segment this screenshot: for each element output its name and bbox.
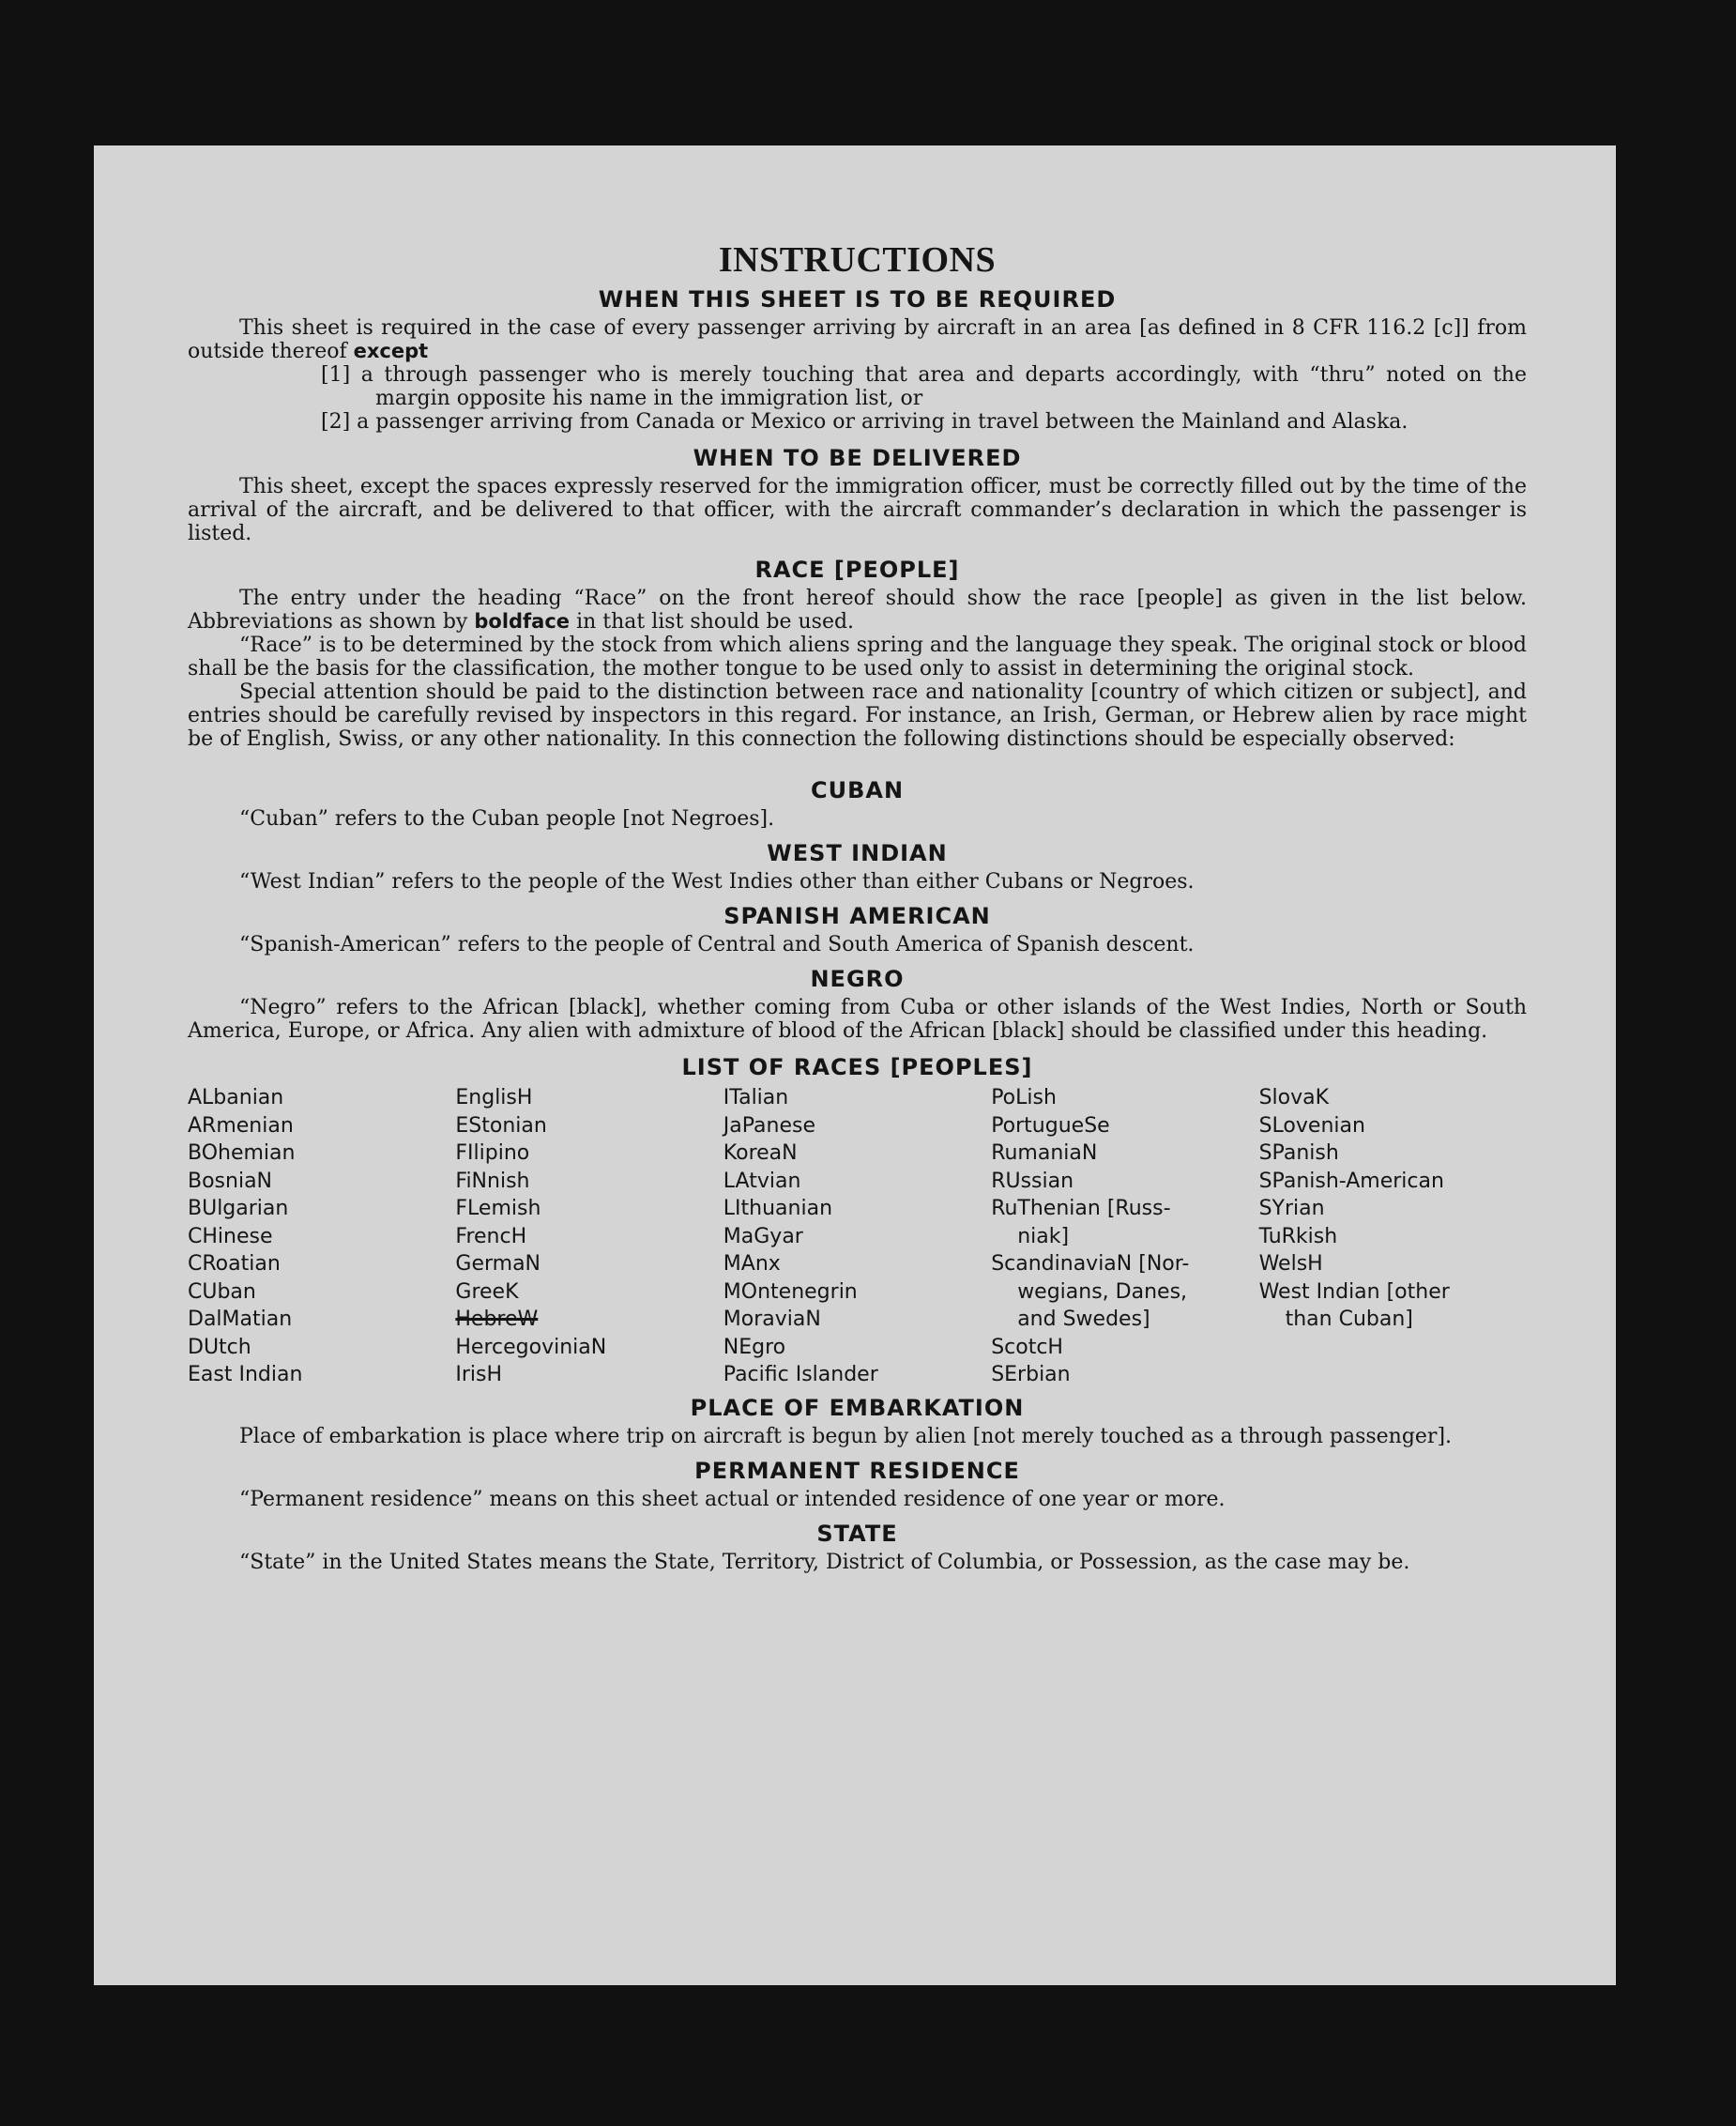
race-item: GermaN <box>455 1252 541 1276</box>
race-item: JaPanese <box>723 1113 816 1138</box>
race-item-continued: and Swedes] <box>1017 1308 1150 1331</box>
race-item: DalMatian <box>188 1308 293 1331</box>
races-column-4 <box>991 1084 1258 1389</box>
cuban-text: “Cuban” refers to the Cuban people [not Negroes]. <box>239 807 775 831</box>
negro-text: “Negro” refers to the African [black], whether coming from Cuba or other islands of the West Indies, North or South America, Europe, or Africa. Any alien with admixture of blood of the African [black] should be classified under this heading. <box>188 996 1527 1043</box>
spanish-american-text: “Spanish-American” refers to the people of Central and South America of Spanish descent. <box>239 933 1195 956</box>
race-item: SPanish <box>1258 1141 1339 1165</box>
document-page <box>94 145 1616 1985</box>
race-item: SErbian <box>991 1363 1071 1386</box>
delivered-text: This sheet, except the spaces expressly reserved for the immigration officer, must be correctly filled out by the time of the arrival of the aircraft, and be delivered to that officer, with the aircraft commander’s declaration in which the passenger is listed. <box>188 475 1527 545</box>
heading-when-delivered: WHEN TO BE DELIVERED <box>693 445 1022 471</box>
race-item: RuThenian [Russ- <box>991 1197 1171 1220</box>
race-item: SYrian <box>1258 1197 1325 1220</box>
embarkation-text: Place of embarkation is place where trip on aircraft is begun by alien [not merely touched as a through passenger]. <box>239 1424 1453 1448</box>
races-column-3 <box>723 1084 991 1389</box>
race-item: DUtch <box>188 1335 251 1359</box>
required-item-1: [1] a through passenger who is merely touching that area and departs accordingly, with “thru” noted on the margin opposite his name in the immigration list, or <box>321 363 1527 410</box>
residence-text: “Permanent residence” means on this sheet actual or intended residence of one year or more. <box>239 1487 1226 1511</box>
race-item: EnglisH <box>455 1086 533 1109</box>
race-item: ITalian <box>723 1086 789 1109</box>
races-column-2 <box>455 1084 723 1389</box>
heading-place-of-embarkation: PLACE OF EMBARKATION <box>690 1394 1025 1421</box>
race-item: WelsH <box>1258 1252 1323 1276</box>
race-item: HercegoviniaN <box>455 1335 607 1359</box>
races-list <box>188 1084 1527 1389</box>
race-item: FrencH <box>455 1224 527 1248</box>
race-item-continued: niak] <box>1017 1224 1070 1248</box>
race-item: RumaniaN <box>991 1141 1098 1165</box>
race-item: CUban <box>188 1279 256 1304</box>
race-item: MaGyar <box>723 1224 803 1248</box>
race-item: CHinese <box>188 1224 273 1248</box>
state-text: “State” in the United States means the State, Territory, District of Columbia, or Possession, as the case may be. <box>239 1550 1410 1574</box>
race-paragraph-2: “Race” is to be determined by the stock from which aliens spring and the language they speak. The original stock or blood shall be the basis for the classification, the mother tongue to be used only to assist in determining the original stock. <box>188 634 1527 681</box>
race-item: MoraviaN <box>723 1308 821 1331</box>
race-item: LIthuanian <box>723 1197 833 1220</box>
race-item: Pacific Islander <box>723 1363 878 1386</box>
race-item: IrisH <box>455 1363 503 1386</box>
race-item: MOntenegrin <box>723 1279 858 1304</box>
races-column-5 <box>1259 1084 1527 1389</box>
heading-spanish-american: SPANISH AMERICAN <box>723 903 991 929</box>
race-item: TuRkish <box>1258 1224 1338 1248</box>
race-item: ARmenian <box>188 1113 294 1138</box>
heading-state: STATE <box>816 1520 898 1547</box>
race-item: KoreaN <box>723 1141 798 1165</box>
race-item: SPanish-American <box>1258 1169 1444 1193</box>
heading-list-of-races: LIST OF RACES [PEOPLES] <box>681 1054 1033 1080</box>
heading-negro: NEGRO <box>810 966 905 992</box>
race-paragraph-1: The entry under the heading “Race” on the front hereof should show the race [people] as given in the list below. Abbreviations as shown by boldface in that list should be used. <box>188 587 1527 634</box>
race-item: ScotcH <box>991 1335 1063 1359</box>
heading-race: RACE [PEOPLE] <box>754 557 960 583</box>
heading-when-required: WHEN THIS SHEET IS TO BE REQUIRED <box>598 286 1117 313</box>
race-item: SLovenian <box>1258 1113 1365 1138</box>
race-item: BOhemian <box>188 1141 296 1165</box>
race-item-continued: than Cuban] <box>1285 1308 1413 1331</box>
race-item: ScandinaviaN [Nor- <box>991 1252 1190 1276</box>
race-item: PortugueSe <box>991 1113 1110 1138</box>
race-item: GreeK <box>455 1279 519 1304</box>
race-item: RUssian <box>991 1169 1074 1193</box>
race-item: EStonian <box>455 1113 547 1138</box>
page-title: INSTRUCTIONS <box>718 240 997 280</box>
race-item-continued: wegians, Danes, <box>1017 1279 1188 1304</box>
race-item: FLemish <box>455 1197 541 1220</box>
race-item: BUlgarian <box>188 1197 289 1220</box>
race-item: MAnx <box>723 1252 781 1276</box>
heading-west-indian: WEST INDIAN <box>767 840 948 866</box>
required-intro: This sheet is required in the case of every passenger arriving by aircraft in an area [as defined in 8 CFR 116.2 [c]] from outside thereof except <box>188 316 1527 363</box>
west-indian-text: “West Indian” refers to the people of the West Indies other than either Cubans or Negroes. <box>239 870 1195 894</box>
race-item: FiNnish <box>455 1169 530 1193</box>
race-item-struck-out: HebreW <box>455 1308 539 1331</box>
race-item: BosniaN <box>188 1169 273 1193</box>
heading-cuban: CUBAN <box>810 777 905 803</box>
race-item: PoLish <box>991 1086 1057 1109</box>
race-item: LAtvian <box>723 1169 801 1193</box>
races-column-1 <box>188 1084 455 1389</box>
heading-permanent-residence: PERMANENT RESIDENCE <box>694 1457 1020 1484</box>
required-item-2: [2] a passenger arriving from Canada or Mexico or arriving in travel between the Mainland and Alaska. <box>321 410 1409 434</box>
race-item: SlovaK <box>1258 1086 1330 1109</box>
race-item: NEgro <box>723 1335 786 1359</box>
race-item: CRoatian <box>188 1252 281 1276</box>
race-item: West Indian [other <box>1258 1279 1450 1304</box>
race-item: FIlipino <box>455 1141 530 1165</box>
race-paragraph-3: Special attention should be paid to the distinction between race and nationality [country of which citizen or subject], and entries should be carefully revised by inspectors in this regard. For instance, an Irish, German, or Hebrew alien by race might be of English, Swiss, or any other nationality. In this connection the following distinctions should be especially observed: <box>188 681 1527 751</box>
race-item: East Indian <box>188 1363 303 1386</box>
race-item: ALbanian <box>188 1086 284 1109</box>
